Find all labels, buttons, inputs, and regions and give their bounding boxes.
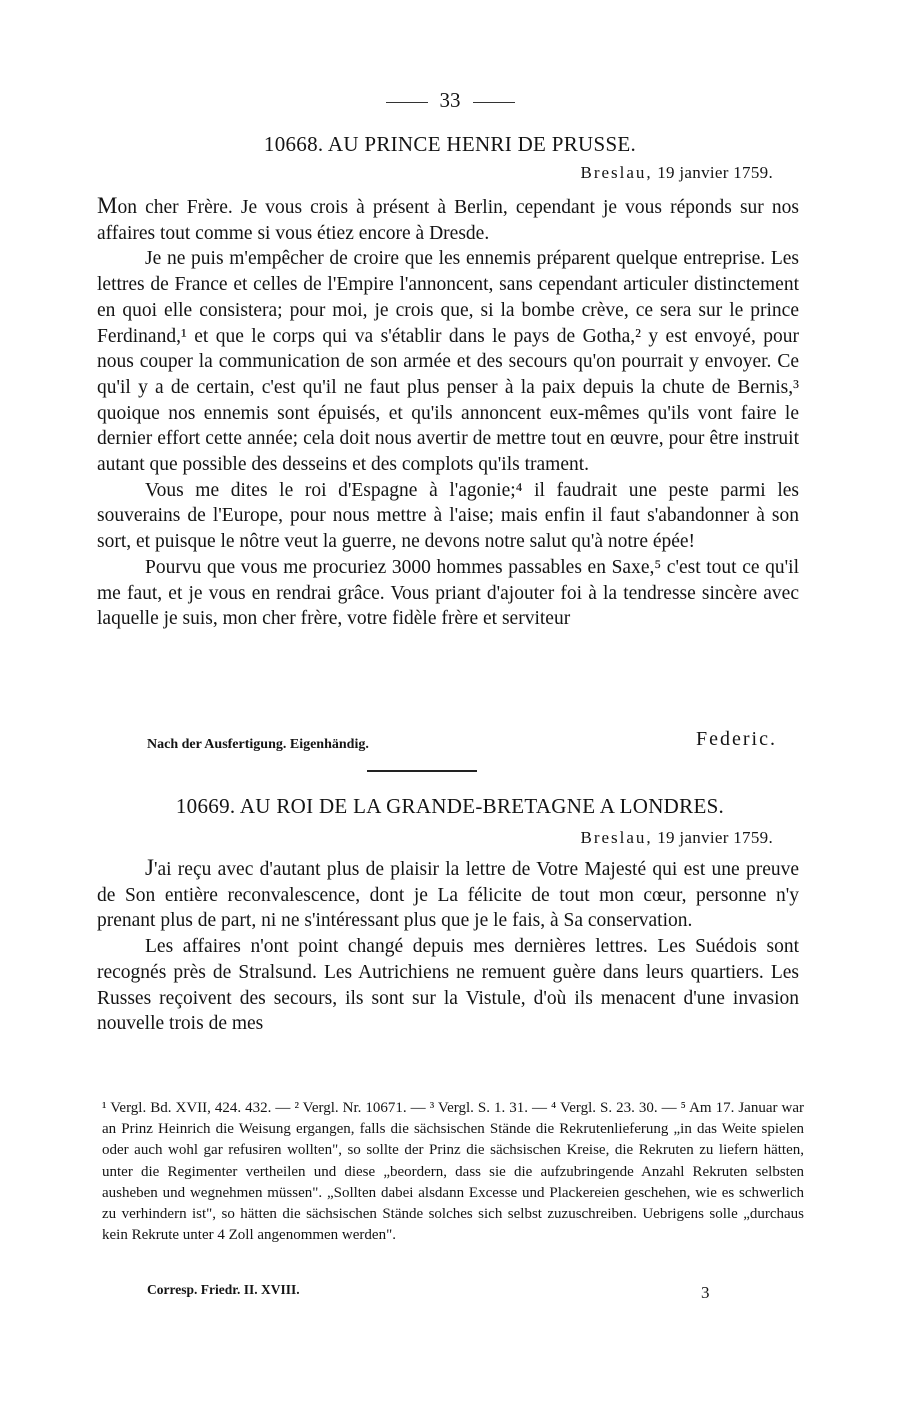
letter2-paragraph: Les affaires n'ont point changé depuis mes dernières lettres. Les Suédois sont recognés près de Stralsund. Les Autrichiens ne remuent guère dans leurs quartiers. Les Russes reçoivent des secours, ils sont sur la Vistule, d'où ils menacent d'une invasion nouvelle trois de mes xyxy=(97,936,799,1035)
letter2-recipient: AU ROI DE LA GRANDE-BRETAGNE A LONDRES. xyxy=(239,794,725,818)
letter1-place: Breslau, xyxy=(580,163,653,182)
letter2-dropcap: J xyxy=(145,855,154,880)
letter1-paragraph: Pourvu que vous me procuriez 3000 hommes passables en Saxe,⁵ c'est tout ce qu'il me faut, et je vous en rendrai grâce. Vous priant d'ajouter foi à la tendresse sincère avec laquelle je suis, mon cher frère, votre fidèle frère et serviteur xyxy=(97,556,799,630)
footnotes xyxy=(102,1098,804,1246)
section-divider xyxy=(367,770,477,772)
letter1-signature: Federic. xyxy=(696,728,777,750)
page-number-text: 33 xyxy=(439,88,461,112)
letter1-number: 10668. xyxy=(263,132,324,156)
letter1-body xyxy=(97,193,799,632)
page-number-dash-left xyxy=(386,102,428,103)
letter1-recipient: AU PRINCE HENRI DE PRUSSE. xyxy=(327,132,637,156)
letter1-paragraph: Vous me dites le roi d'Espagne à l'agonie;⁴ il faudrait une peste parmi les souverains de l'Europe, pour nous mettre à l'aise; mais enfin il faut s'abandonner à son sort, et puisque le nôtre veut la guerre, ne devons notre salut qu'à notre épée! xyxy=(97,479,799,553)
letter2-paragraph xyxy=(97,855,799,934)
letter1-paragraph: Je ne puis m'empêcher de croire que les ennemis préparent quelque entreprise. Les lettres de France et celles de l'Empire l'annoncent, sans cependant articuler distinctement en quoi elle consistera; pour moi, je crois que, si la bombe crève, ce sera sur le prince Ferdinand,¹ et que le corps qui va s'établir dans le pays de Gotha,² y est envoyé, pour nous couper la communication de son armée et des secours qu'on pourrait y envoyer. Ce qu'il y a de certain, c'est qu'il ne faut plus penser à la paix depuis la chute de Bernis,³ quoique nos ennemis sont épuisés, et qu'ils annoncent eux-mêmes qu'ils vont faire le dernier effort cette année; cela doit nous avertir de mettre tout en œuvre, pour être instruit autant que possible des desseins et des complots qu'ils trament. xyxy=(97,248,799,476)
page-number xyxy=(0,88,900,113)
letter1-dropcap: M xyxy=(97,193,118,218)
letter2-body xyxy=(97,855,799,1037)
letter2-number: 10669. xyxy=(175,794,236,818)
letter1-paragraph-text: on cher Frère. Je vous crois à présent à Berlin, cependant je vous réponds sur nos affaires tout comme si vous étiez encore à Dresde. xyxy=(97,197,799,244)
sheet-number: 3 xyxy=(701,1283,710,1302)
footnote-text: ¹ Vergl. Bd. XVII, 424. 432. — ² Vergl. Nr. 10671. — ³ Vergl. S. 1. 31. — ⁴ Vergl. S. 23. 30. — ⁵ Am 17. Januar war an Prinz Heinrich die Weisung ergangen, falls die sächsischen Stände die Rekrutenlieferung „in das Weite spielen oder auch wohl gar refusiren wollten", so sollte der Prinz die sächsischen Kreise, die Rekruten zu liefern hätten, unter die Regimenter vertheilen und diese „beordern, dass sie die aufzubringende Anzahl Rekruten selbsten ausheben und wegnehmen müssen". „Sollten dabei alsdann Excesse und Plackereien geschehen, wie es schwerlich zu verhindern ist", so hätten die sächsischen Stände solches sich selbst zuzuschreiben. Uebrigens solle „durchaus kein Rekrute unter 4 Zoll angenommen werden". xyxy=(102,1100,804,1244)
letter2-place: Breslau, xyxy=(580,828,653,847)
letter1-dateline xyxy=(581,163,774,183)
letter1-source-note: Nach der Ausfertigung. Eigenhändig. xyxy=(147,737,369,752)
letter2-date: 19 janvier 1759. xyxy=(657,828,773,847)
letter2-dateline xyxy=(581,828,774,848)
letter1-heading xyxy=(0,132,900,157)
letter2-paragraph-text: 'ai reçu avec d'autant plus de plaisir la lettre de Votre Majesté qui est une preuve de Son entière reconvalescence, dont je La félicite de tout mon cœur, personne n'y prenant plus de part, ni ne s'intéressant plus que je le fais, à Sa conservation. xyxy=(97,859,799,932)
letter1-paragraph xyxy=(97,193,799,246)
footer-source: Corresp. Friedr. II. XVIII. xyxy=(147,1282,300,1297)
letter1-date: 19 janvier 1759. xyxy=(657,163,773,182)
page-number-dash-right xyxy=(473,102,515,103)
letter2-heading xyxy=(0,794,900,819)
